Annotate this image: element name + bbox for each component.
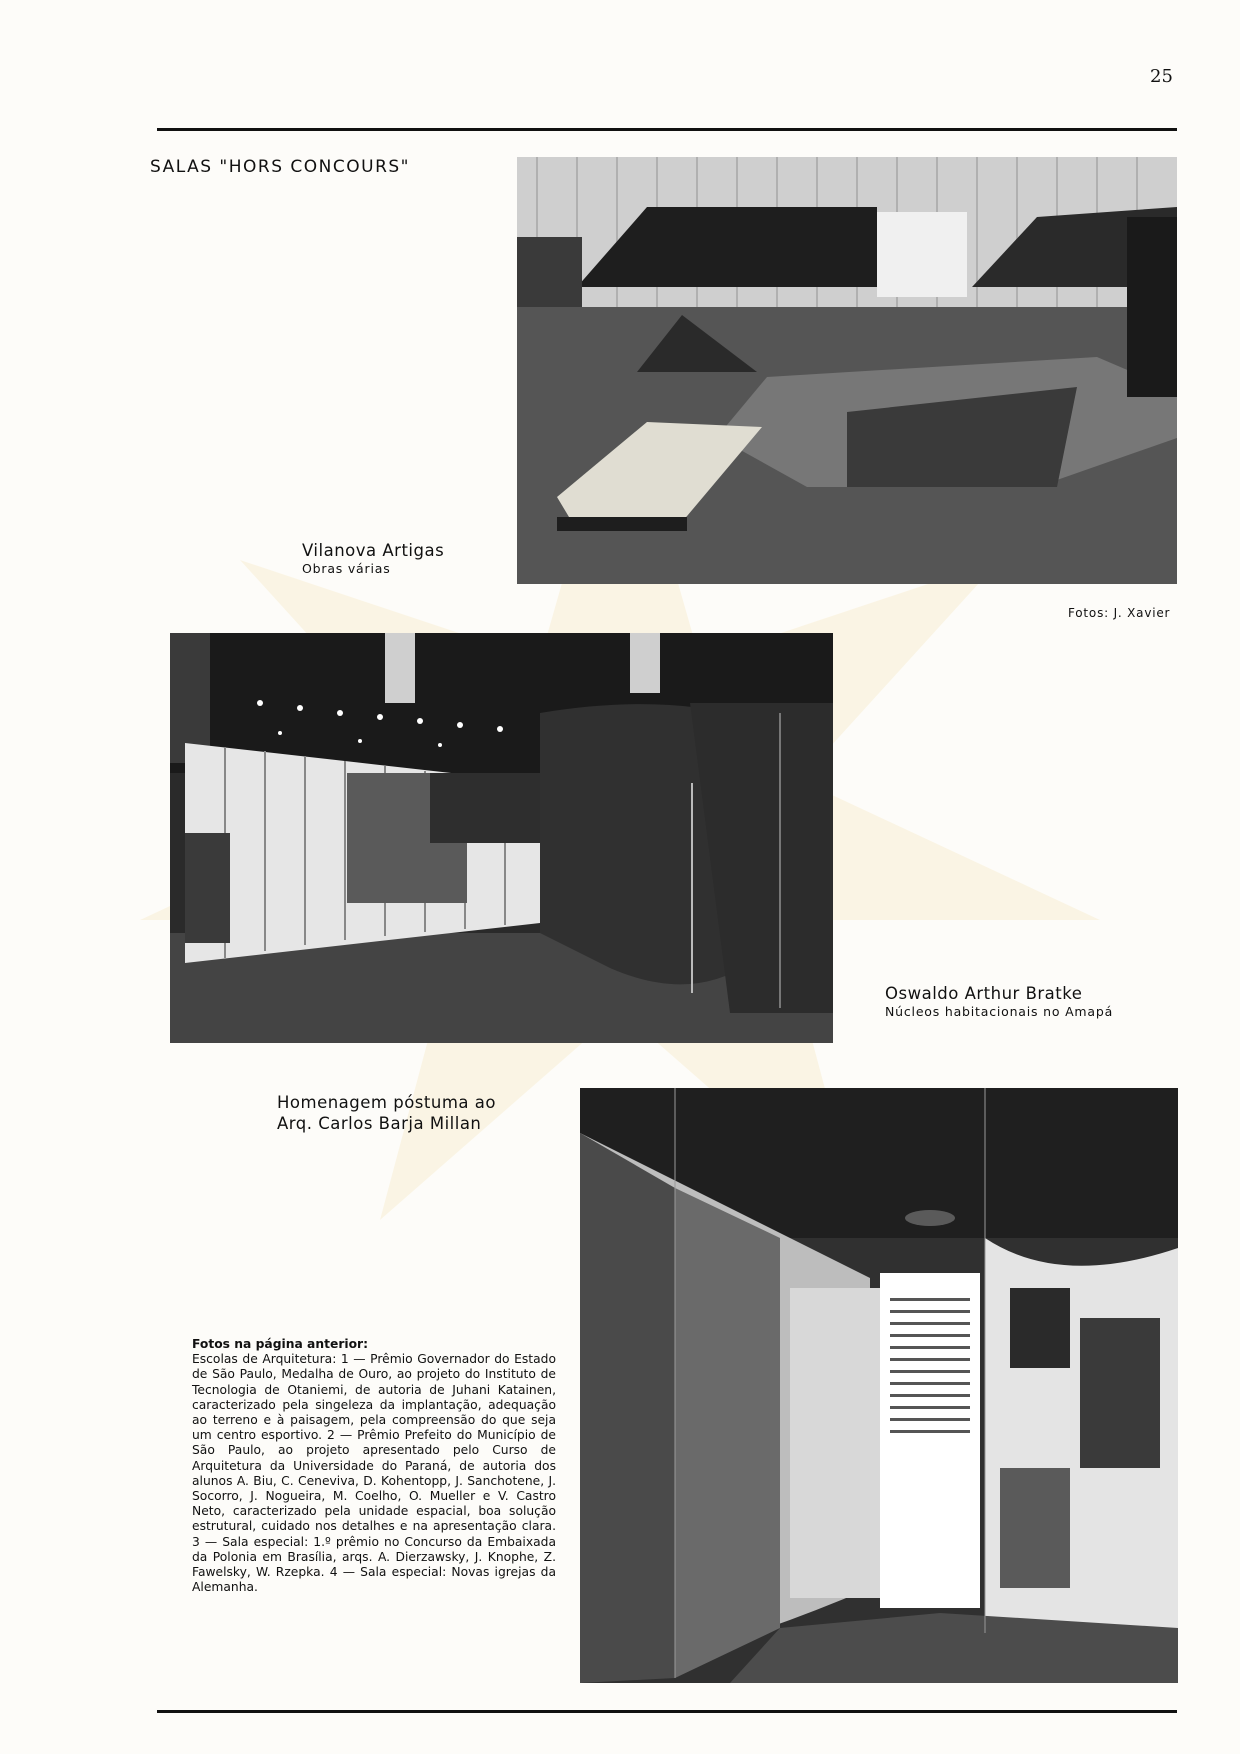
section-title: SALAS "HORS CONCOURS" [150, 157, 410, 177]
page-number: 25 [1150, 66, 1173, 87]
caption-millan-line1: Homenagem póstuma ao [277, 1093, 496, 1112]
notes-block [192, 1337, 556, 1595]
caption-millan-line2: Arq. Carlos Barja Millan [277, 1114, 482, 1133]
photo-millan-exhibit [580, 1088, 1178, 1683]
bottom-rule [157, 1710, 1177, 1713]
caption-bratke-subtitle: Núcleos habitacionais no Amapá [885, 1004, 1114, 1019]
caption-bratke [885, 983, 1113, 1020]
photo-bratke-exhibit [170, 633, 833, 1043]
photo-credit: Fotos: J. Xavier [1068, 606, 1171, 620]
caption-millan [277, 1092, 496, 1134]
caption-artigas-name: Vilanova Artigas [302, 541, 445, 560]
caption-artigas-subtitle: Obras várias [302, 561, 391, 576]
notes-text: Escolas de Arquitetura: 1 — Prêmio Governador do Estado de São Paulo, Medalha de Ouro, ao projeto do Instituto de Tecnologia de Otaniemi, de autoria de Juhani Katainen, caracterizado pela singeleza da implantação, adequação ao terreno e à paisagem, pela compreensão do que seja um centro esportivo. 2 — Prêmio Prefeito do Município de São Paulo, ao projeto apresentado pelo Curso de Arquitetura da Universidade do Paraná, de autoria dos alunos A. Biu, C. Ceneviva, D. Kohentopp, J. Sanchotene, J. Socorro, J. Nogueira, M. Coelho, O. Mueller e V. Castro Neto, caracterizado pela unidade espacial, boa solução estrutural, cuidado nos detalhes e na apresentação clara. 3 — Sala especial: 1.º prêmio no Concurso da Embaixada da Polonia em Brasília, arqs. A. Dierzawsky, J. Knophe, Z. Fawelsky, W. Rzepka. 4 — Sala especial: Novas igrejas da Alemanha. [192, 1352, 556, 1595]
caption-bratke-name: Oswaldo Arthur Bratke [885, 984, 1083, 1003]
top-rule [157, 128, 1177, 131]
photo-artigas-exhibit [517, 157, 1177, 584]
caption-artigas [302, 540, 444, 577]
notes-title: Fotos na página anterior: [192, 1337, 369, 1351]
